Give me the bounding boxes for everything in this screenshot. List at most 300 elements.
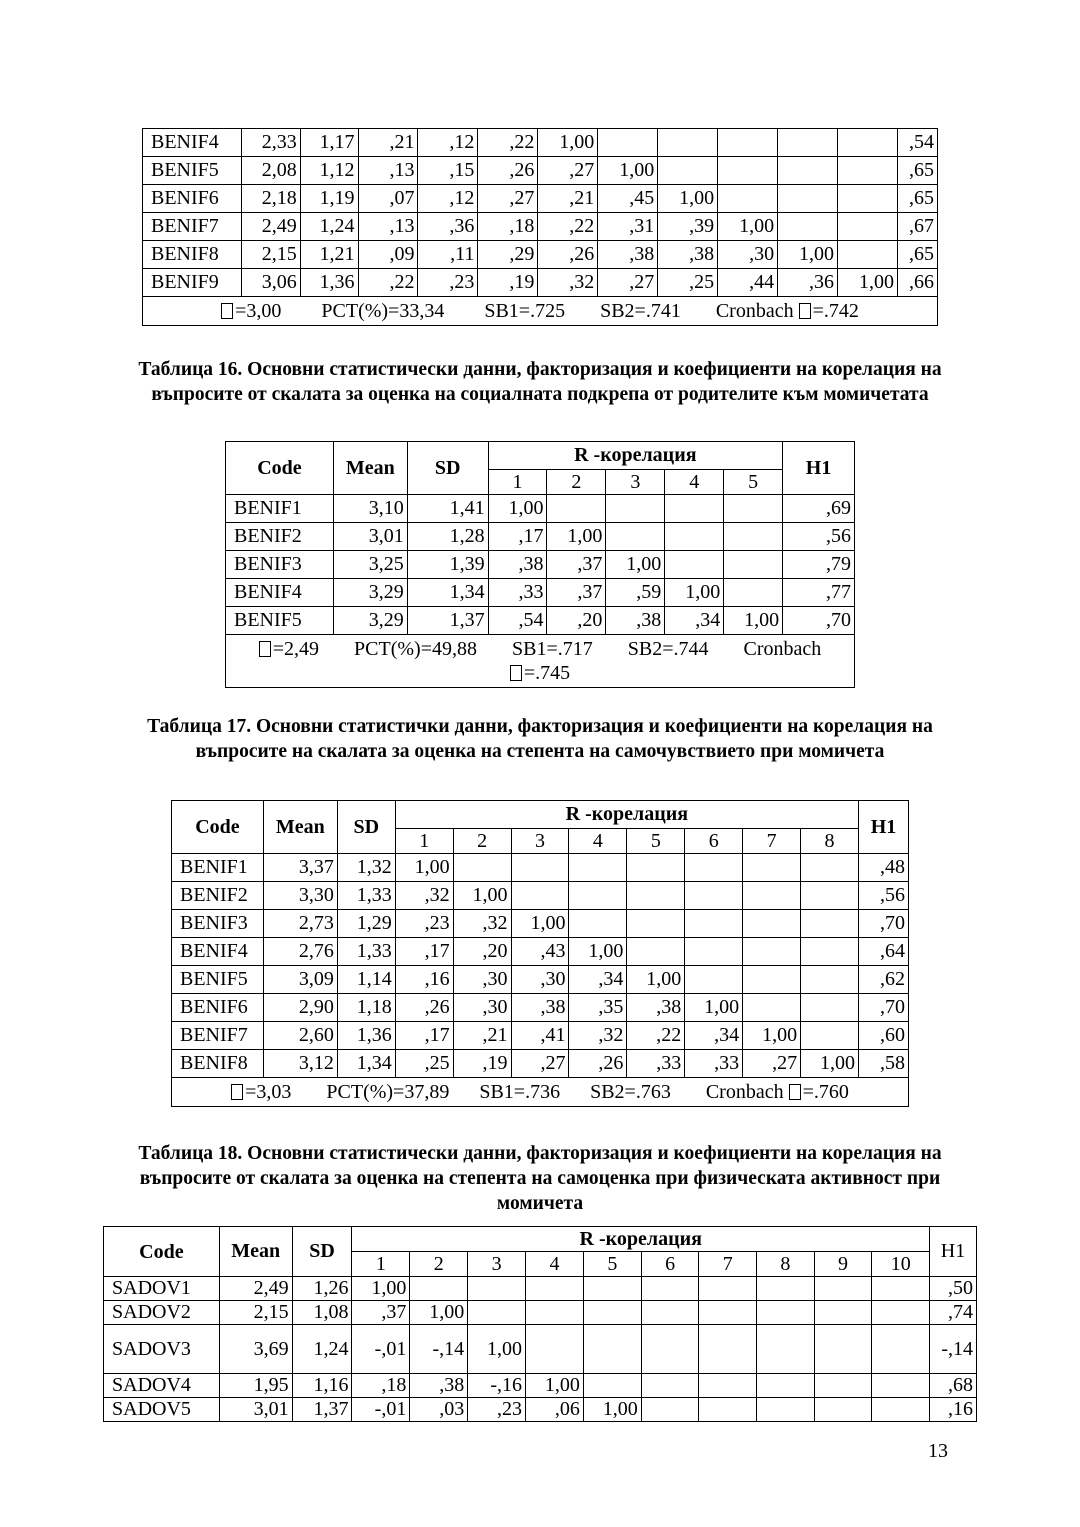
- row-r-1: ,13: [358, 213, 418, 241]
- row-code: BENIF1: [226, 495, 334, 523]
- row-h1: ,77: [783, 579, 855, 607]
- row-r-6: ,38: [658, 241, 718, 269]
- sb1-value: SB1=.725: [484, 300, 566, 322]
- row-mean: 2,49: [241, 213, 300, 241]
- row-r-2: ,20: [547, 607, 606, 635]
- row-mean: 3,25: [333, 551, 407, 579]
- row-h1: ,16: [930, 1398, 977, 1422]
- header-col-1: 1: [488, 470, 547, 495]
- row-sd: 1,36: [300, 269, 358, 297]
- lambda-symbol: [259, 641, 271, 657]
- header-col-4: 4: [526, 1252, 584, 1277]
- row-mean: 3,69: [219, 1325, 292, 1374]
- row-h1: ,79: [783, 551, 855, 579]
- table-row: [104, 1301, 977, 1325]
- row-mean: 2,73: [263, 910, 337, 938]
- row-r-2: ,38: [410, 1374, 468, 1398]
- row-r-7: [699, 1374, 757, 1398]
- row-mean: 3,29: [333, 607, 407, 635]
- row-mean: 3,09: [263, 966, 337, 994]
- row-sd: 1,32: [337, 854, 395, 882]
- row-r-8: [778, 129, 838, 157]
- row-r-6: [685, 910, 743, 938]
- row-mean: 3,30: [263, 882, 337, 910]
- table-row: [172, 882, 909, 910]
- row-r-5: ,22: [627, 1022, 685, 1050]
- row-r-2: ,30: [453, 966, 511, 994]
- row-sd: 1,12: [300, 157, 358, 185]
- row-r-9: [838, 157, 898, 185]
- row-sd: 1,33: [337, 882, 395, 910]
- row-r-1: ,17: [488, 523, 547, 551]
- row-r-4: [526, 1301, 584, 1325]
- header-r-correlation: R -корелация: [488, 442, 783, 470]
- row-r-9: [814, 1277, 872, 1301]
- row-r-5: ,38: [627, 994, 685, 1022]
- header-code: Code: [104, 1227, 220, 1277]
- table-row: [226, 551, 855, 579]
- row-r-1: 1,00: [488, 495, 547, 523]
- row-h1: ,54: [897, 129, 937, 157]
- row-r-7: [743, 938, 801, 966]
- row-r-2: ,23: [418, 269, 478, 297]
- row-r-6: ,39: [658, 213, 718, 241]
- header-sd: SD: [292, 1227, 352, 1277]
- table-footer: [226, 635, 855, 688]
- row-sd: 1,41: [407, 495, 488, 523]
- row-code: BENIF6: [172, 994, 264, 1022]
- row-h1: ,74: [930, 1301, 977, 1325]
- row-r-5: [627, 854, 685, 882]
- row-r-3: ,38: [606, 607, 665, 635]
- sb1-value: SB1=.736: [479, 1081, 561, 1103]
- row-r-4: ,21: [538, 185, 598, 213]
- sb2-value: SB2=.741: [600, 300, 681, 322]
- alpha-symbol: [799, 303, 811, 319]
- pct-value: PCT(%)=37,89: [326, 1081, 450, 1103]
- table-row: [143, 213, 938, 241]
- row-mean: 2,15: [241, 241, 300, 269]
- row-code: SADOV3: [104, 1325, 220, 1374]
- row-sd: 1,14: [337, 966, 395, 994]
- eigenvalue: =2,49: [272, 638, 320, 660]
- row-r-1: ,32: [395, 882, 453, 910]
- row-r-9: [814, 1398, 872, 1422]
- header-col-9: 9: [814, 1252, 872, 1277]
- row-h1: ,70: [858, 910, 908, 938]
- table-row: [172, 966, 909, 994]
- row-r-3: ,30: [511, 966, 569, 994]
- row-sd: 1,34: [407, 579, 488, 607]
- row-r-3: ,19: [478, 269, 538, 297]
- table-row: [172, 1022, 909, 1050]
- row-r-3: ,59: [606, 579, 665, 607]
- row-sd: 1,24: [300, 213, 358, 241]
- row-sd: 1,26: [292, 1277, 352, 1301]
- row-r-3: ,22: [478, 129, 538, 157]
- row-r-4: [526, 1277, 584, 1301]
- table-18-caption: Таблица 18. Основни статистически данни, факторизация и коефициенти на корелация на въпросите от скалата за оценка на степента на самоценка при физическата активност при момичета: [138, 1143, 942, 1214]
- row-r-1: ,23: [395, 910, 453, 938]
- table-16-caption: Таблица 16. Основни статистически данни, факторизация и коефициенти на корелация на въпросите от скалата за оценка на социалната подкрепа от родителите към момичетата: [138, 359, 942, 405]
- row-r-6: 1,00: [658, 185, 718, 213]
- row-r-9: [838, 129, 898, 157]
- header-mean: Mean: [333, 442, 407, 495]
- row-r-5: ,33: [627, 1050, 685, 1078]
- table-row: [226, 495, 855, 523]
- row-r-10: [872, 1301, 930, 1325]
- row-r-4: [569, 854, 627, 882]
- row-r-3: ,27: [511, 1050, 569, 1078]
- row-r-5: [627, 938, 685, 966]
- row-r-3: 1,00: [468, 1325, 526, 1374]
- row-code: BENIF5: [172, 966, 264, 994]
- row-r-8: [801, 854, 859, 882]
- row-mean: 3,10: [333, 495, 407, 523]
- row-r-2: ,37: [547, 579, 606, 607]
- row-r-7: 1,00: [718, 213, 778, 241]
- row-r-1: ,38: [488, 551, 547, 579]
- row-r-7: ,30: [718, 241, 778, 269]
- row-r-2: -,14: [410, 1325, 468, 1374]
- row-mean: 3,01: [219, 1398, 292, 1422]
- table-row: [172, 910, 909, 938]
- row-r-5: [724, 495, 783, 523]
- row-r-3: ,29: [478, 241, 538, 269]
- row-r-5: [627, 910, 685, 938]
- row-h1: ,65: [897, 157, 937, 185]
- cronbach-value: =.745: [523, 662, 571, 684]
- row-r-4: [665, 551, 724, 579]
- row-mean: 3,06: [241, 269, 300, 297]
- cronbach-value: =.742: [812, 300, 859, 322]
- row-code: BENIF7: [143, 213, 242, 241]
- header-col-8: 8: [757, 1252, 815, 1277]
- header-col-6: 6: [685, 829, 743, 854]
- row-code: BENIF6: [143, 185, 242, 213]
- row-r-4: 1,00: [665, 579, 724, 607]
- row-r-4: [569, 882, 627, 910]
- row-r-2: [547, 495, 606, 523]
- header-h1: H1: [858, 801, 908, 854]
- row-r-8: [757, 1325, 815, 1374]
- header-sd: SD: [337, 801, 395, 854]
- row-r-7: [743, 994, 801, 1022]
- header-col-4: 4: [665, 470, 724, 495]
- row-r-6: [641, 1325, 699, 1374]
- row-sd: 1,18: [337, 994, 395, 1022]
- row-r-5: [724, 551, 783, 579]
- row-sd: 1,28: [407, 523, 488, 551]
- header-mean: Mean: [263, 801, 337, 854]
- row-r-3: 1,00: [511, 910, 569, 938]
- row-r-4: ,34: [665, 607, 724, 635]
- row-r-1: ,33: [488, 579, 547, 607]
- table-17: [171, 800, 909, 1107]
- row-r-4: 1,00: [526, 1374, 584, 1398]
- row-h1: ,64: [858, 938, 908, 966]
- table-footer-row: [143, 297, 938, 326]
- row-r-5: [724, 579, 783, 607]
- row-r-1: ,25: [395, 1050, 453, 1078]
- row-mean: 2,90: [263, 994, 337, 1022]
- row-r-7: [718, 129, 778, 157]
- row-r-2: ,37: [547, 551, 606, 579]
- row-r-6: [641, 1398, 699, 1422]
- row-r-2: 1,00: [453, 882, 511, 910]
- row-r-8: ,36: [778, 269, 838, 297]
- header-sd: SD: [407, 442, 488, 495]
- row-r-6: [641, 1374, 699, 1398]
- row-r-2: ,12: [418, 185, 478, 213]
- row-r-3: [468, 1277, 526, 1301]
- table-15-continued: [142, 128, 938, 326]
- row-r-8: [801, 938, 859, 966]
- row-r-6: ,33: [685, 1050, 743, 1078]
- row-r-5: 1,00: [724, 607, 783, 635]
- row-r-5: ,31: [598, 213, 658, 241]
- row-r-7: [743, 966, 801, 994]
- row-r-8: [801, 1022, 859, 1050]
- row-r-1: ,18: [352, 1374, 410, 1398]
- table-row: [226, 579, 855, 607]
- row-r-1: 1,00: [395, 854, 453, 882]
- row-r-1: ,09: [358, 241, 418, 269]
- row-r-4: ,32: [569, 1022, 627, 1050]
- row-sd: 1,33: [337, 938, 395, 966]
- eigenvalue: =3,03: [245, 1081, 292, 1103]
- row-h1: ,65: [897, 241, 937, 269]
- header-col-3: 3: [606, 470, 665, 495]
- table-row: [143, 185, 938, 213]
- row-r-4: ,26: [538, 241, 598, 269]
- table-16: [225, 441, 855, 688]
- row-h1: ,66: [897, 269, 937, 297]
- table-row: [226, 607, 855, 635]
- row-r-3: -,16: [468, 1374, 526, 1398]
- row-sd: 1,37: [292, 1398, 352, 1422]
- row-mean: 2,49: [219, 1277, 292, 1301]
- row-r-5: [724, 523, 783, 551]
- table-footer: [172, 1078, 909, 1107]
- sb2-value: SB2=.744: [627, 638, 709, 660]
- row-code: SADOV5: [104, 1398, 220, 1422]
- row-r-6: [685, 882, 743, 910]
- row-code: BENIF8: [143, 241, 242, 269]
- row-sd: 1,24: [292, 1325, 352, 1374]
- row-h1: ,65: [897, 185, 937, 213]
- row-mean: 2,18: [241, 185, 300, 213]
- row-r-8: [757, 1374, 815, 1398]
- cronbach-label: Cronbach: [705, 1081, 784, 1103]
- row-h1: ,58: [858, 1050, 908, 1078]
- row-r-2: 1,00: [547, 523, 606, 551]
- sb1-value: SB1=.717: [511, 638, 593, 660]
- row-r-5: ,38: [598, 241, 658, 269]
- row-r-3: [511, 854, 569, 882]
- row-sd: 1,16: [292, 1374, 352, 1398]
- row-r-5: ,45: [598, 185, 658, 213]
- row-mean: 3,29: [333, 579, 407, 607]
- row-mean: 2,08: [241, 157, 300, 185]
- row-r-7: [699, 1301, 757, 1325]
- row-code: SADOV1: [104, 1277, 220, 1301]
- row-r-4: [569, 910, 627, 938]
- row-code: BENIF3: [172, 910, 264, 938]
- row-r-5: [583, 1374, 641, 1398]
- row-code: BENIF4: [226, 579, 334, 607]
- eigenvalue: =3,00: [235, 300, 282, 322]
- header-col-1: 1: [352, 1252, 410, 1277]
- row-code: SADOV4: [104, 1374, 220, 1398]
- row-r-4: ,27: [538, 157, 598, 185]
- row-r-6: [641, 1277, 699, 1301]
- row-r-5: [598, 129, 658, 157]
- lambda-symbol: [221, 303, 233, 319]
- row-r-5: 1,00: [583, 1398, 641, 1422]
- row-r-6: [641, 1301, 699, 1325]
- header-col-6: 6: [641, 1252, 699, 1277]
- row-r-6: ,25: [658, 269, 718, 297]
- header-col-8: 8: [801, 829, 859, 854]
- row-r-6: [658, 157, 718, 185]
- row-r-4: ,34: [569, 966, 627, 994]
- row-r-3: ,26: [478, 157, 538, 185]
- row-r-8: [778, 213, 838, 241]
- cronbach-label: Cronbach: [743, 638, 822, 660]
- row-r-2: [410, 1277, 468, 1301]
- row-sd: 1,37: [407, 607, 488, 635]
- row-r-8: [757, 1277, 815, 1301]
- row-r-8: [801, 994, 859, 1022]
- row-r-1: ,37: [352, 1301, 410, 1325]
- alpha-symbol: [510, 665, 522, 681]
- row-h1: ,60: [858, 1022, 908, 1050]
- header-h1: H1: [783, 442, 855, 495]
- row-code: BENIF2: [226, 523, 334, 551]
- row-r-6: 1,00: [685, 994, 743, 1022]
- row-r-7: [718, 157, 778, 185]
- pct-value: PCT(%)=49,88: [354, 638, 477, 660]
- row-r-10: [872, 1374, 930, 1398]
- row-r-7: [743, 854, 801, 882]
- row-r-2: [453, 854, 511, 882]
- row-h1: ,70: [783, 607, 855, 635]
- row-r-6: ,34: [685, 1022, 743, 1050]
- row-r-8: [801, 966, 859, 994]
- row-r-7: ,27: [743, 1050, 801, 1078]
- row-h1: ,50: [930, 1277, 977, 1301]
- row-r-8: [778, 157, 838, 185]
- alpha-symbol: [789, 1084, 801, 1100]
- row-r-7: [743, 910, 801, 938]
- row-r-5: ,27: [598, 269, 658, 297]
- row-mean: 2,76: [263, 938, 337, 966]
- row-r-3: [468, 1301, 526, 1325]
- table-row: [104, 1277, 977, 1301]
- row-mean: 2,60: [263, 1022, 337, 1050]
- row-r-1: ,22: [358, 269, 418, 297]
- table-row: [172, 1050, 909, 1078]
- row-r-8: [801, 882, 859, 910]
- row-r-1: -,01: [352, 1398, 410, 1422]
- header-col-3: 3: [468, 1252, 526, 1277]
- row-r-9: [838, 241, 898, 269]
- table-row: [172, 938, 909, 966]
- table-row: [104, 1374, 977, 1398]
- row-r-4: 1,00: [538, 129, 598, 157]
- row-r-4: [665, 495, 724, 523]
- table-row: [143, 269, 938, 297]
- row-r-3: ,43: [511, 938, 569, 966]
- table-row: [104, 1325, 977, 1374]
- header-code: Code: [226, 442, 334, 495]
- header-col-2: 2: [547, 470, 606, 495]
- row-code: BENIF5: [143, 157, 242, 185]
- row-r-1: ,17: [395, 938, 453, 966]
- row-r-10: [872, 1325, 930, 1374]
- row-sd: 1,39: [407, 551, 488, 579]
- lambda-symbol: [231, 1084, 243, 1100]
- row-r-7: [699, 1325, 757, 1374]
- header-col-5: 5: [583, 1252, 641, 1277]
- row-r-8: [801, 910, 859, 938]
- row-mean: 2,15: [219, 1301, 292, 1325]
- row-r-1: ,16: [395, 966, 453, 994]
- row-r-4: ,32: [538, 269, 598, 297]
- header-r-correlation: R -корелация: [352, 1227, 930, 1252]
- row-r-4: ,06: [526, 1398, 584, 1422]
- page-number: 13: [928, 1440, 948, 1462]
- row-r-1: ,26: [395, 994, 453, 1022]
- row-sd: 1,17: [300, 129, 358, 157]
- row-r-5: [583, 1301, 641, 1325]
- row-r-8: [757, 1398, 815, 1422]
- row-r-2: ,03: [410, 1398, 468, 1422]
- header-col-2: 2: [453, 829, 511, 854]
- row-r-2: ,30: [453, 994, 511, 1022]
- row-r-9: [814, 1374, 872, 1398]
- row-r-7: [718, 185, 778, 213]
- row-code: BENIF1: [172, 854, 264, 882]
- row-code: BENIF3: [226, 551, 334, 579]
- row-h1: ,68: [930, 1374, 977, 1398]
- header-col-5: 5: [724, 470, 783, 495]
- cronbach-value: =.760: [802, 1081, 849, 1103]
- row-mean: 3,01: [333, 523, 407, 551]
- row-r-6: [685, 938, 743, 966]
- row-r-2: ,36: [418, 213, 478, 241]
- row-r-3: ,41: [511, 1022, 569, 1050]
- header-code: Code: [172, 801, 264, 854]
- header-col-7: 7: [699, 1252, 757, 1277]
- row-r-4: [526, 1325, 584, 1374]
- row-r-5: [583, 1325, 641, 1374]
- row-r-9: [814, 1301, 872, 1325]
- row-r-7: [699, 1398, 757, 1422]
- header-h1: H1: [930, 1227, 977, 1277]
- header-col-3: 3: [511, 829, 569, 854]
- table-row: [143, 129, 938, 157]
- row-h1: ,48: [858, 854, 908, 882]
- header-r-correlation: R -корелация: [395, 801, 858, 829]
- row-h1: ,62: [858, 966, 908, 994]
- row-r-7: [699, 1277, 757, 1301]
- pct-value: PCT(%)=33,34: [321, 300, 445, 322]
- row-r-3: ,18: [478, 213, 538, 241]
- table-18: [103, 1226, 977, 1422]
- row-r-2: ,15: [418, 157, 478, 185]
